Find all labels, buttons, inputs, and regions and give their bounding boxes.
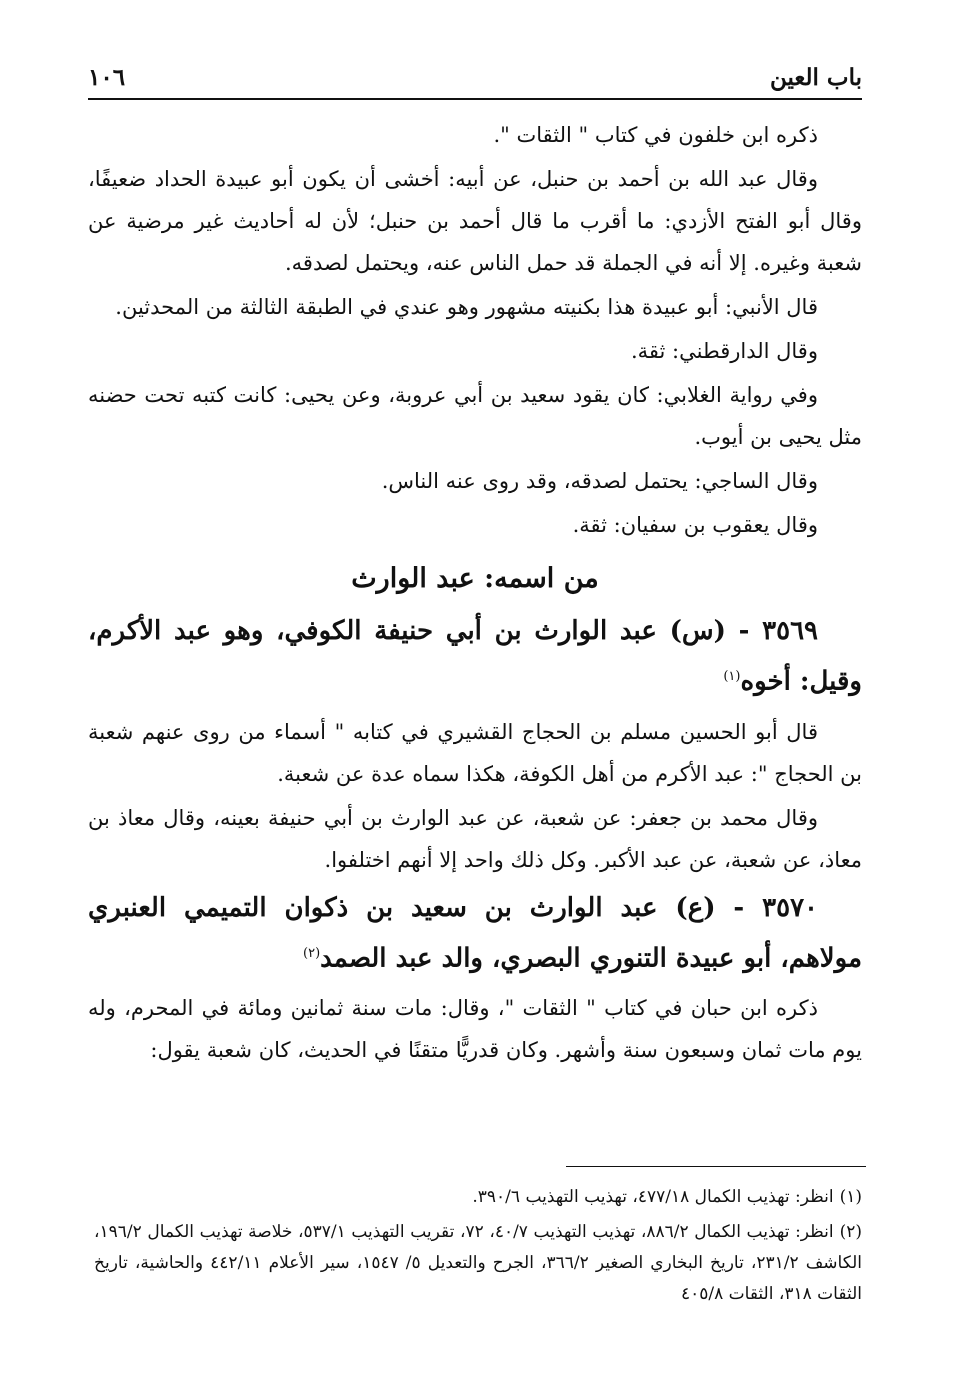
footnote xyxy=(94,1217,862,1310)
page-number: ١٠٦ xyxy=(88,64,126,91)
footnote xyxy=(94,1182,862,1213)
entry-heading-text: ٣٥٦٩ - (س) عبد الوارث بن أبي حنيفة الكوفي، وهو عبد الأكرم، وقيل: أخوه xyxy=(88,616,862,697)
footnote-text: انظر: تهذيب الكمال ٨٨٦/٢، تهذيب التهذيب ٤٠/٧، ٧٢، تقريب التهذيب ٥٣٧/١، خلاصة تهذيب الكمال ١٩٦/٢، الكاشف ٢٣١/٢، تاريخ البخاري الصغير ٣٦٦/٢، الجرح والتعديل ٥/ ١٥٤٧، سير الأعلام ٤٤٢/١١ والحاشية، تاريخ الثقات ٣١٨، الثقات ٤٠٥/٨ xyxy=(94,1222,863,1304)
paragraph: وقال الساجي: يحتمل لصدقه، وقد روى عنه الناس. xyxy=(381,469,818,493)
paragraph: قال الأنبي: أبو عبيدة هذا بكنيته مشهور وهو عندي في الطبقة الثالثة من المحدثين. xyxy=(115,295,818,319)
footnote-number: (١) xyxy=(839,1187,862,1207)
footnote-reference: (١) xyxy=(723,669,741,684)
section-heading: من اسمه: عبد الوارث xyxy=(351,563,599,594)
footnote-reference: (٢) xyxy=(303,945,321,961)
paragraph: ذكره ابن حبان في كتاب " الثقات "، وقال: مات سنة ثمانين ومائة في المحرم، وله يوم مات ثمان وسبعون سنة وأشهر. وكان قدريًّا متقنًا في الحديث، كان شعبة يقول: xyxy=(88,996,862,1063)
body-text xyxy=(88,114,862,1071)
paragraph: ذكره ابن خلفون في كتاب " الثقات ". xyxy=(493,123,818,147)
book-page xyxy=(88,58,862,1073)
paragraph: وقال الدارقطني: ثقة. xyxy=(630,339,818,363)
footnote-number: (٢) xyxy=(839,1222,863,1242)
paragraph: وقال عبد الله بن أحمد بن حنبل، عن أبيه: أخشى أن يكون أبو عبيدة الحداد ضعيفًا، وقال أبو الفتح الأزدي: ما أقرب ما قال أحمد بن حنبل؛ لأن له أحاديث غير مرضية عن شعبة وغيره. إلا أنه في الجملة قد حمل الناس عنه، ويحتمل لصدقه. xyxy=(88,167,862,275)
paragraph: وفي رواية الغلابي: كان يقود سعيد بن أبي عروبة، وعن يحيى: كانت كتبه تحت حضنه مثل يحيى بن أيوب. xyxy=(88,383,862,449)
entry-heading xyxy=(88,885,862,982)
paragraph: وقال محمد بن جعفر: عن شعبة، عن عبد الوارث بن أبي حنيفة بعينه، وقال معاذ بن معاذ، عن شعبة، عن عبد الأكبر. وكل ذلك واحد إلا أنهم اختلفوا. xyxy=(88,805,862,872)
footnote-text: انظر: تهذيب الكمال ٤٧٧/١٨، تهذيب التهذيب ٣٩٠/٦. xyxy=(472,1187,834,1207)
running-title: باب العين xyxy=(769,64,862,91)
paragraph: وقال يعقوب بن سفيان: ثقة. xyxy=(572,513,818,537)
entry-heading-text: ٣٥٧٠ - (ع) عبد الوارث بن سعيد بن ذكوان التميمي العنبري مولاهم، أبو عبيدة التنوري البصري، والد عبد الصمد xyxy=(88,892,862,974)
footnote-divider xyxy=(566,1166,866,1167)
running-head xyxy=(88,58,862,100)
paragraph: قال أبو الحسين مسلم بن الحجاج القشيري في كتابه " أسماء من روى عنهم شعبة بن الحجاج ": عبد الأكرم من أهل الكوفة، هكذا سماه عدة عن شعبة. xyxy=(88,719,862,786)
footnotes xyxy=(94,1182,862,1314)
entry-heading xyxy=(88,608,862,705)
